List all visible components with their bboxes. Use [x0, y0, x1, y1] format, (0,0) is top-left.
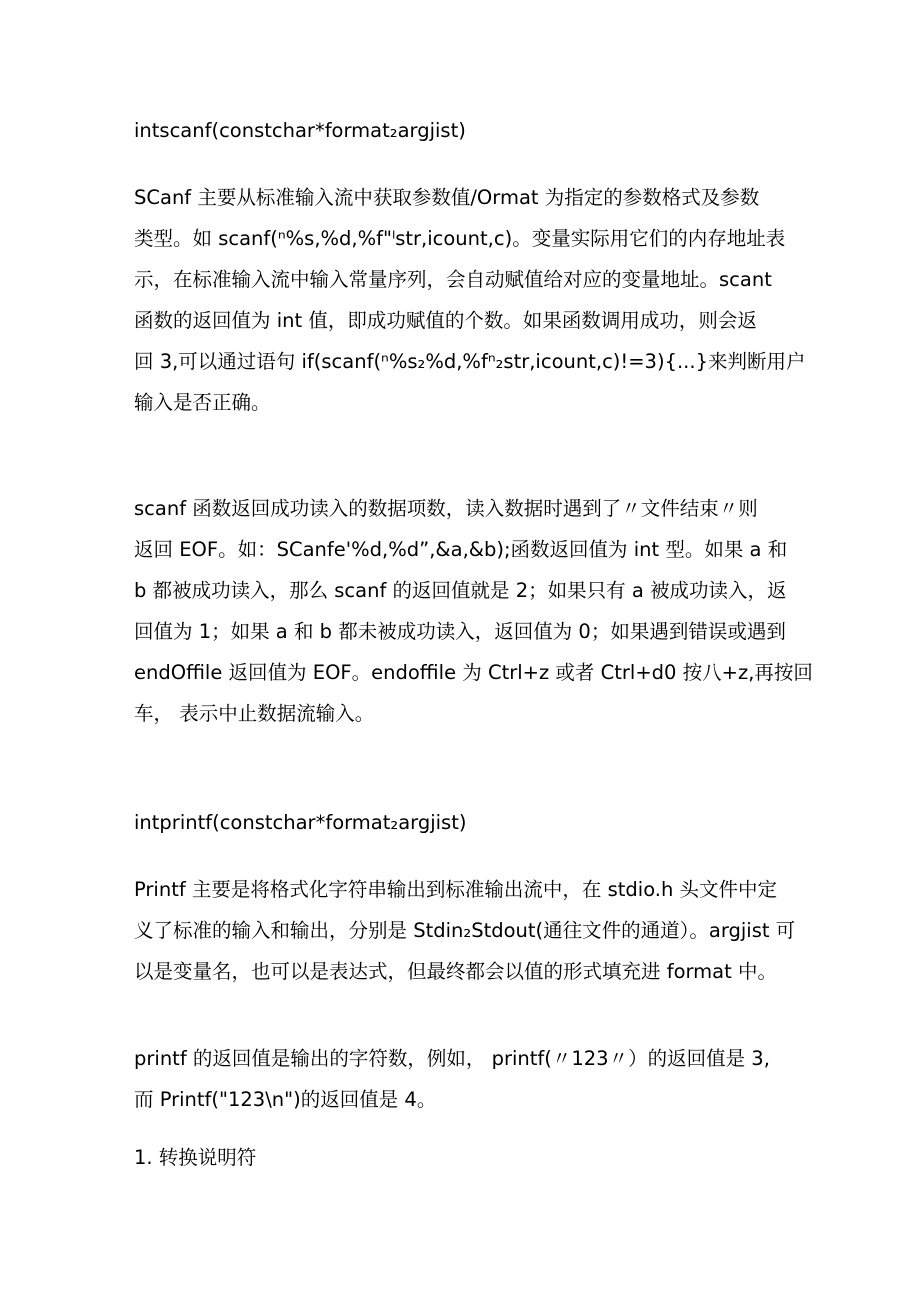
paragraph-return-line-6: 车， 表示中止数据流输入。: [134, 702, 375, 725]
section-heading-conversion-specifiers: 1. 转换说明符: [134, 1146, 257, 1169]
paragraph-scanf-line-5: 回 3,可以通过语句 if(scanf(ⁿ%s₂%d,%fⁿ₂str,icount,c)!=3){...}来判断用户: [134, 350, 806, 373]
paragraph-return-line-4: 回值为 1；如果 a 和 b 都未被成功读入，返回值为 0；如果遇到错误或遇到: [134, 620, 786, 643]
paragraph-printf-line-1: Printf 主要是将格式化字符串输出到标准输出流中，在 stdio.h 头文件中定: [134, 878, 778, 901]
signature-printf: intprintf(constchar*format₂argjist): [134, 811, 467, 834]
paragraph-return-line-2: 返回 EOF。如：SCanfe'%d,%d”,&a,&b);函数返回值为 int 型。如果 a 和: [134, 538, 788, 561]
signature-scanf: intscanf(constchar*format₂argjist): [134, 119, 466, 142]
paragraph-printf-line-2: 义了标准的输入和输出，分别是 Stdin₂Stdout(通往文件的通道）。argjist 可: [134, 919, 796, 942]
paragraph-scanf-line-4: 函数的返回值为 int 值，即成功赋值的个数。如果函数调用成功，则会返: [134, 309, 757, 332]
paragraph-return-line-1: scanf 函数返回成功读入的数据项数，读入数据时遇到了〃文件结束〃则: [134, 497, 758, 520]
paragraph-scanf-line-6: 输入是否正确。: [134, 391, 271, 414]
paragraph-return-line-5: endOffile 返回值为 EOF。endoffile 为 Ctrl+z 或者 Ctrl+d0 按八+z,再按回: [134, 661, 813, 684]
paragraph-printf-return-line-2: 而 Printf("123\n")的返回值是 4。: [134, 1088, 437, 1111]
paragraph-printf-line-3: 以是变量名，也可以是表达式，但最终都会以值的形式填充进 format 中。: [134, 960, 777, 983]
paragraph-scanf-line-1: SCanf 主要从标准输入流中获取参数值/Ormat 为指定的参数格式及参数: [134, 186, 760, 209]
paragraph-scanf-line-2: 类型。如 scanf(ⁿ%s,%d,%f"ˡstr,icount,c)。变量实际用它们的内存地址表: [134, 227, 786, 250]
paragraph-scanf-line-3: 示，在标准输入流中输入常量序列，会自动赋值给对应的变量地址。scant: [134, 268, 772, 291]
paragraph-printf-return-line-1: printf 的返回值是输出的字符数，例如， printf(〃123〃）的返回值是 3,: [134, 1047, 770, 1070]
paragraph-return-line-3: b 都被成功读入，那么 scanf 的返回值就是 2；如果只有 a 被成功读入，返: [134, 579, 787, 602]
